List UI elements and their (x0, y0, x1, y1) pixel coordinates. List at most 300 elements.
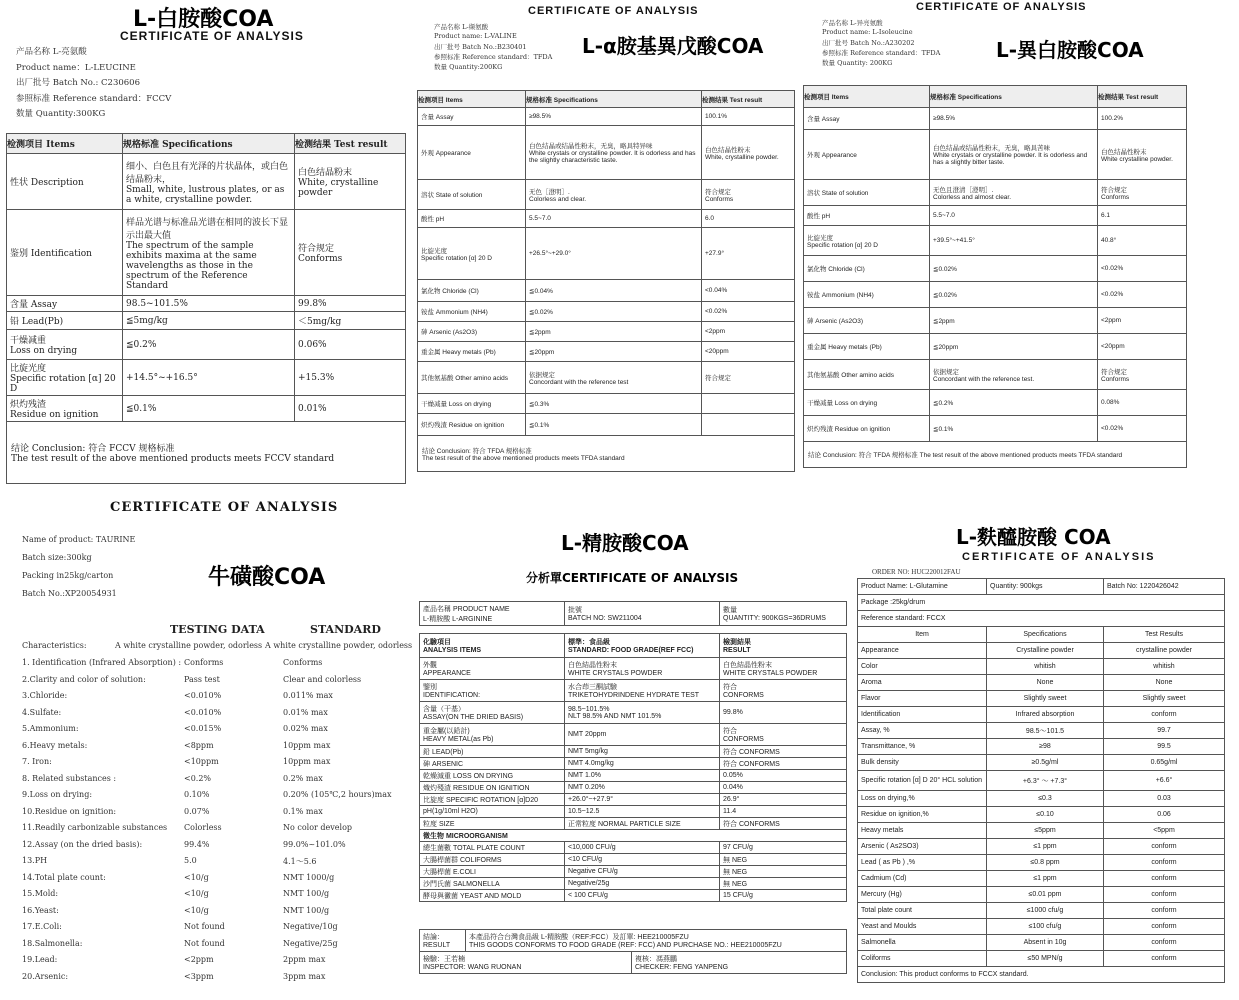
col-header-result: 檢測結果 RESULT (720, 634, 847, 658)
meta-line: Product name：L-LEUCINE (16, 62, 136, 73)
col-header-test-results: Test Results (1104, 627, 1225, 643)
table-row (858, 771, 1225, 791)
col-header-specifications: 规格标准 Specifications (123, 134, 295, 154)
cell-spec: NMT 20ppm (565, 724, 720, 746)
cell-spec: ≦20ppm (526, 342, 702, 362)
cell-item: pH(1g/10ml H2O) (420, 806, 565, 818)
cell-result: 符合 CONFORMS (720, 724, 847, 746)
table-row (420, 702, 847, 724)
cell-spec: ≦0.02% (930, 256, 1098, 282)
taurine-testing: <2ppm (184, 955, 214, 964)
cell-result: <20ppm (1098, 334, 1187, 360)
cell-result: 6.0 (702, 210, 795, 228)
taurine-testing: Colorless (184, 823, 222, 832)
table-row (418, 342, 795, 362)
cell-item: 外觀 APPEARANCE (420, 658, 565, 680)
table-header-row (858, 627, 1225, 643)
taurine-testing: 0.07% (184, 806, 210, 816)
cell-item: 重金属 Heavy metals (Pb) (804, 334, 930, 360)
col-header-items: 检测项目 Items (418, 91, 526, 108)
arginine-inspector: 檢驗：王若楠 INSPECTOR: WANG RUONAN (420, 952, 632, 974)
taurine-col-standard: STANDARD (310, 623, 381, 636)
table-row (804, 334, 1187, 360)
cell-result: 符合规定 Conforms (702, 180, 795, 210)
cell-result: Slightly sweet (1104, 691, 1225, 707)
table-row (858, 903, 1225, 919)
cell-spec: +26.0°~+27.9° (565, 794, 720, 806)
cell-result: 11.4 (720, 806, 847, 818)
taurine-standard: 0.011% max (283, 691, 333, 700)
cell-result: conform (1104, 935, 1225, 951)
table-row (418, 126, 795, 180)
taurine-standard: 0.2% max (283, 773, 323, 783)
table-row (420, 782, 847, 794)
taurine-testing: 0.10% (184, 790, 210, 799)
meta-line: 参照标准 Reference standard：FCCV (16, 93, 172, 104)
cell-item: Appearance (858, 643, 987, 659)
cell-result: 99.7 (1104, 723, 1225, 739)
cell-item: 熾灼殘渣 RESIDUE ON IGNITION (420, 782, 565, 794)
table-row (804, 226, 1187, 256)
cell-item: 砷 ARSENIC (420, 758, 565, 770)
arginine-micro-header: 微生物 MICROORGANISM (420, 830, 847, 842)
leucine-coa-label: L-白胺酸COA (133, 7, 274, 32)
cell-result: 0.04% (720, 782, 847, 794)
arginine-product-name: 產品名稱 PRODUCT NAME L-精胺酸 L-ARGININE (420, 602, 565, 626)
cell-spec: ≦2ppm (930, 308, 1098, 334)
cell-item: Coliforms (858, 951, 987, 967)
taurine-item: 13.PH (22, 856, 48, 865)
conclusion-row (418, 436, 795, 472)
cell-item: Loss on drying,% (858, 791, 987, 807)
taurine-item: 19.Lead: (22, 955, 58, 964)
cell-item: 酸性 pH (418, 210, 526, 228)
leucine-coa-panel (0, 0, 412, 500)
conclusion-row (7, 422, 406, 484)
table-row (858, 855, 1225, 871)
cell-spec: 样品光谱与标准品光谱在相同的波长下显示出最大值 The spectrum of the sample exhibits maxima at the same wavelengths as those in the spectrum of the Reference Standard (123, 210, 295, 296)
cell-result: 6.1 (1098, 206, 1187, 226)
meta-line: Name of product: TAURINE (22, 535, 136, 544)
taurine-standard: 99.0%~101.0% (283, 839, 346, 849)
cell-result: <0.02% (702, 302, 795, 322)
glutamine-reference-row (858, 611, 1225, 627)
taurine-characteristics-standard: A white crystalline powder, odorless (265, 641, 412, 650)
taurine-item: 18.Salmonella: (22, 938, 83, 948)
taurine-item: 3.Chloride: (22, 691, 68, 700)
taurine-standard: Clear and colorless (283, 674, 362, 684)
cell-item: 炽灼残渣 Residue on ignition (7, 396, 123, 422)
cell-spec: 98.5～101.5 (987, 723, 1104, 739)
meta-line: 产品名称 L-缬氨酸 (434, 23, 489, 31)
cell-result: +27.9° (702, 228, 795, 280)
cell-spec: ≤1000 cfu/g (987, 903, 1104, 919)
cell-item: 鑒別 IDENTIFICATION: (420, 680, 565, 702)
col-header-specifications: 规格标准 Specifications (526, 91, 702, 108)
cell-item: 干燥减重 Loss on drying (7, 330, 123, 360)
cell-item: 粒度 SIZE (420, 818, 565, 830)
arginine-result-label: 結論： RESULT (420, 930, 466, 952)
cell-item: 鉛 LEAD(Pb) (420, 746, 565, 758)
table-row (858, 755, 1225, 771)
arginine-coa-heading: 分析單CERTIFICATE OF ANALYSIS (526, 571, 739, 585)
cell-result: 符合规定 Conforms (295, 210, 406, 296)
cell-item: 外观 Appearance (804, 130, 930, 180)
taurine-testing: 5.0 (184, 856, 197, 865)
cell-item: 總生菌數 TOTAL PLATE COUNT (420, 842, 565, 854)
cell-spec: 98.5~101.5% NLT 98.5% AND NMT 101.5% (565, 702, 720, 724)
table-row (858, 871, 1225, 887)
signature-row (420, 952, 847, 974)
meta-line: 参照标准 Reference standard：TFDA (822, 49, 941, 57)
table-row (418, 280, 795, 302)
cell-result: <0.02% (1098, 256, 1187, 282)
table-header-row (420, 634, 847, 658)
cell-spec: ≤0.01 ppm (987, 887, 1104, 903)
cell-spec: 无色且澄清［澄明］. Colorless and almost clear. (930, 180, 1098, 206)
taurine-item: 17.E.Coli: (22, 922, 62, 931)
cell-item: 大腸桿菌群 COLIFORMS (420, 854, 565, 866)
glutamine-coa-panel (852, 500, 1239, 1000)
cell-result: <20ppm (702, 342, 795, 362)
table-row (420, 658, 847, 680)
cell-spec: ≦0.02% (526, 302, 702, 322)
cell-spec: <10,000 CFU/g (565, 842, 720, 854)
cell-item: Assay, % (858, 723, 987, 739)
cell-spec: 依据规定 Concordant with the reference test. (930, 360, 1098, 390)
cell-spec: ≦0.3% (526, 394, 702, 414)
cell-item: Total plate count (858, 903, 987, 919)
cell-spec: +39.5°~+41.5° (930, 226, 1098, 256)
cell-item: 比旋度 SPECIFIC ROTATION [α]D20 (420, 794, 565, 806)
table-row (804, 180, 1187, 206)
cell-spec: Crystalline powder (987, 643, 1104, 659)
taurine-item: 2.Clarity and color of solution: (22, 674, 146, 684)
table-row (418, 210, 795, 228)
cell-item: Color (858, 659, 987, 675)
cell-result (702, 394, 795, 414)
cell-item: Heavy metals (858, 823, 987, 839)
cell-spec: 依据规定 Concordant with the reference test (526, 362, 702, 394)
cell-result: whitish (1104, 659, 1225, 675)
cell-spec: ≤1 ppm (987, 871, 1104, 887)
cell-spec: Negative/25g (565, 878, 720, 890)
taurine-item: 4.Sulfate: (22, 707, 62, 717)
cell-spec: ≥0.5g/ml (987, 755, 1104, 771)
meta-line: Product name: L-VALINE (434, 32, 517, 40)
cell-spec: < 100 CFU/g (565, 890, 720, 902)
table-row (858, 807, 1225, 823)
cell-result: 99.5 (1104, 739, 1225, 755)
cell-result: 99.8% (720, 702, 847, 724)
glutamine-package: Package :25kg/drum (858, 595, 1225, 611)
taurine-col-testing: TESTING DATA (170, 623, 265, 636)
taurine-coa-heading: CERTIFICATE OF ANALYSIS (110, 500, 339, 515)
cell-result: 0.65g/ml (1104, 755, 1225, 771)
cell-result: 40.8° (1098, 226, 1187, 256)
cell-result: 97 CFU/g (720, 842, 847, 854)
cell-result: 15 CFU/g (720, 890, 847, 902)
table-row (420, 758, 847, 770)
cell-spec: whitish (987, 659, 1104, 675)
cell-item: 其他氨基酸 Other amino acids (418, 362, 526, 394)
valine-coa-panel (414, 0, 798, 500)
table-row (418, 394, 795, 414)
leucine-conclusion: 结论 Conclusion: 符合 FCCV 规格标准 The test result of the above mentioned products meets FCCV standard (7, 422, 406, 484)
cell-spec: +14.5°~+16.5° (123, 360, 295, 396)
meta-line: 参照标准 Reference standard：TFDA (434, 53, 553, 61)
taurine-standard: 10ppm max (283, 740, 331, 750)
cell-result: +15.3% (295, 360, 406, 396)
result-row (420, 930, 847, 952)
cell-item: Transmittance, % (858, 739, 987, 755)
cell-result: conform (1104, 951, 1225, 967)
table-row (420, 866, 847, 878)
cell-item: 沙門氏菌 SALMONELLA (420, 878, 565, 890)
cell-result: 符合 CONFORMS (720, 818, 847, 830)
cell-result: 白色結晶性粉末 WHITE CRYSTALS POWDER (720, 658, 847, 680)
cell-spec: ≤0.10 (987, 807, 1104, 823)
table-row (858, 675, 1225, 691)
taurine-item: 16.Yeast: (22, 905, 59, 915)
taurine-coa-label: 牛磺酸COA (208, 565, 326, 590)
cell-result: 白色结晶粉末 White, crystalline powder (295, 154, 406, 210)
taurine-item: 9.Loss on drying: (22, 790, 93, 799)
meta-line: Product name: L-Isoleucine (822, 28, 913, 36)
taurine-standard: Conforms (283, 658, 323, 667)
cell-spec: ≦0.1% (123, 396, 295, 422)
cell-spec: 5.5~7.0 (526, 210, 702, 228)
valine-conclusion: 结论 Conclusion: 符合 TFDA 规格标准 The test result of the above mentioned products meets TFDA standard (418, 436, 795, 472)
table-row (858, 935, 1225, 951)
table-row (7, 396, 406, 422)
table-row (858, 951, 1225, 967)
glutamine-table (857, 578, 1225, 983)
cell-result: 0.05% (720, 770, 847, 782)
taurine-standard: Negative/25g (283, 938, 338, 948)
cell-spec: ≦0.2% (930, 390, 1098, 416)
cell-spec: Slightly sweet (987, 691, 1104, 707)
isoleucine-coa-panel (800, 0, 1190, 500)
cell-item: 干燥减量 Loss on drying (418, 394, 526, 414)
cell-result: <0.02% (1098, 282, 1187, 308)
cell-spec: NMT 0.20% (565, 782, 720, 794)
arginine-checker: 複核：馮燕鵬 CHECKER: FENG YANPENG (632, 952, 847, 974)
cell-result: <5ppm (1104, 823, 1225, 839)
table-row (804, 390, 1187, 416)
glutamine-coa-label: L-麩醯胺酸 COA (956, 525, 1111, 549)
conclusion-row (804, 442, 1187, 468)
taurine-standard: 0.02% max (283, 724, 328, 733)
table-row (418, 322, 795, 342)
cell-item: Residue on ignition,% (858, 807, 987, 823)
taurine-standard: 0.01% max (283, 707, 328, 717)
cell-result: 符合 CONFORMS (720, 746, 847, 758)
cell-item: 铅 Lead(Pb) (7, 312, 123, 330)
taurine-item: 7. Iron: (22, 757, 52, 766)
cell-result: <0.04% (702, 280, 795, 302)
cell-result: 100.1% (702, 108, 795, 126)
cell-item: 砷 Arsenic (As2O3) (418, 322, 526, 342)
cell-spec: 正常粒度 NORMAL PARTICLE SIZE (565, 818, 720, 830)
cell-spec: ≦5mg/kg (123, 312, 295, 330)
cell-result: 無 NEG (720, 866, 847, 878)
glutamine-reference: Reference standard: FCCX (858, 611, 1225, 627)
table-row (858, 707, 1225, 723)
cell-item: Identification (858, 707, 987, 723)
cell-item: 溶状 State of solution (418, 180, 526, 210)
table-row (420, 680, 847, 702)
valine-table (417, 90, 795, 472)
table-row (804, 282, 1187, 308)
table-row (420, 746, 847, 758)
taurine-standard: 10ppm max (283, 757, 331, 766)
cell-result: conform (1104, 707, 1225, 723)
col-header-items: 检测项目 Items (804, 86, 930, 108)
cell-result: 26.9° (720, 794, 847, 806)
table-row (420, 806, 847, 818)
cell-spec: 白色结晶或结晶性粉末，无臭，略具特异味 White crystals or crystalline powder. It is odorless and has the slightly characteristic taste. (526, 126, 702, 180)
table-row (858, 887, 1225, 903)
table-row (418, 362, 795, 394)
cell-item: Specific rotation [α] D 20° HCL solution (858, 771, 987, 791)
isoleucine-conclusion: 结论 Conclusion: 符合 TFDA 规格标准 The test result of the above mentioned products meets TFDA standard (804, 442, 1187, 468)
leucine-coa-heading: CERTIFICATE OF ANALYSIS (120, 29, 304, 43)
table-row (804, 108, 1187, 130)
table-row (420, 854, 847, 866)
cell-spec: ≦0.2% (123, 330, 295, 360)
cell-spec: 无色［澄明］. Colorless and clear. (526, 180, 702, 210)
glutamine-product-name: Product Name: L-Glutamine (858, 579, 987, 595)
meta-line: Packing in25kg/carton (22, 571, 114, 580)
cell-spec: 10.5~12.5 (565, 806, 720, 818)
cell-item: Yeast and Moulds (858, 919, 987, 935)
table-row (418, 414, 795, 436)
cell-item: 比旋光度 Specific rotation [α] 20 D (804, 226, 930, 256)
glutamine-order-no: ORDER NO: HUC220012FAU (872, 568, 961, 576)
table-row (420, 724, 847, 746)
cell-result: 0.01% (295, 396, 406, 422)
col-header-specifications: Specifications (987, 627, 1104, 643)
cell-item: Aroma (858, 675, 987, 691)
taurine-item: 14.Total plate count: (22, 872, 106, 882)
cell-item: 含量 Assay (418, 108, 526, 126)
cell-item: 含量 Assay (804, 108, 930, 130)
table-row (804, 360, 1187, 390)
glutamine-coa-heading: CERTIFICATE OF ANALYSIS (962, 551, 1156, 563)
taurine-item: 10.Residue on ignition: (22, 806, 117, 816)
table-row (420, 842, 847, 854)
meta-line: 出厂批号 Batch No.:B230401 (434, 43, 527, 51)
cell-spec: NMT 4.0mg/kg (565, 758, 720, 770)
arginine-coa-label: L-精胺酸COA (561, 531, 689, 555)
valine-coa-label: L-α胺基異戊酸COA (582, 34, 764, 58)
cell-item: Mercury (Hg) (858, 887, 987, 903)
cell-spec: 白色结晶或结晶性粉末，无臭，略具苦味 White crystals or crystalline powder. It is odorless and has a slightly bitter taste. (930, 130, 1098, 180)
cell-result: <2ppm (702, 322, 795, 342)
cell-result: ＜5mg/kg (295, 312, 406, 330)
cell-spec: +6.3° ～ +7.3° (987, 771, 1104, 791)
cell-item: 氯化物 Chloride (Cl) (418, 280, 526, 302)
table-row (418, 180, 795, 210)
table-row (858, 739, 1225, 755)
taurine-characteristics-label: Characteristics: (22, 641, 87, 650)
table-row (858, 643, 1225, 659)
table-row (7, 312, 406, 330)
taurine-item: 12.Assay (on the dried basis): (22, 839, 143, 849)
taurine-testing: <10/g (184, 872, 209, 882)
cell-result: 符合规定 Conforms (1098, 360, 1187, 390)
taurine-characteristics-testing: A white crystalline powder, odorless (115, 641, 263, 650)
arginine-result-text: 本產品符合台灣食品級 L-精胺酸（REF:FCC）及訂單: HEE210005FZU THIS GOODS CONFORMS TO FOOD GRADE (REF: FCC) AND PURCHASE NO.: HEE210005FZU (466, 930, 847, 952)
cell-item: Salmonella (858, 935, 987, 951)
cell-spec: +26.5°~+29.0° (526, 228, 702, 280)
table-row (858, 691, 1225, 707)
glutamine-batch-no: Batch No: 1220426042 (1104, 579, 1225, 595)
conclusion-row (858, 967, 1225, 983)
taurine-testing: Conforms (184, 658, 224, 667)
cell-result: conform (1104, 855, 1225, 871)
meta-line: 出厂批号 Batch No.:A230202 (822, 39, 915, 47)
table-row (804, 256, 1187, 282)
cell-result: 無 NEG (720, 854, 847, 866)
cell-item: 含量（干基） ASSAY(ON THE DRIED BASIS) (420, 702, 565, 724)
micro-header-row (420, 830, 847, 842)
glutamine-package-row (858, 595, 1225, 611)
arginine-coa-panel (414, 500, 850, 1000)
cell-item: 鉴别 Identification (7, 210, 123, 296)
meta-line: Batch No.:XP20054931 (22, 589, 117, 598)
cell-result: conform (1104, 871, 1225, 887)
table-header-row (7, 134, 406, 154)
cell-item: 砷 Arsenic (As2O3) (804, 308, 930, 334)
cell-spec: ≥98.5% (930, 108, 1098, 130)
taurine-standard: 2ppm max (283, 955, 326, 964)
cell-result: 0.03 (1104, 791, 1225, 807)
valine-coa-heading: CERTIFICATE OF ANALYSIS (528, 5, 699, 17)
taurine-testing: <8ppm (184, 740, 214, 750)
table-row (420, 794, 847, 806)
table-row (7, 330, 406, 360)
cell-item: 比旋光度 Specific rotation [α] 20 D (418, 228, 526, 280)
taurine-standard: 0.1% max (283, 806, 323, 816)
cell-item: Cadmium (Cd) (858, 871, 987, 887)
col-header-test-result: 检测结果 Test result (1098, 86, 1187, 108)
cell-item: 氯化物 Chloride (Cl) (804, 256, 930, 282)
col-header-analysis-items: 化驗項目 ANALYSIS ITEMS (420, 634, 565, 658)
cell-spec: None (987, 675, 1104, 691)
cell-result: conform (1104, 839, 1225, 855)
taurine-testing: <0.010% (184, 691, 222, 700)
table-row (7, 210, 406, 296)
table-row (804, 416, 1187, 442)
table-row (804, 308, 1187, 334)
taurine-testing: <10ppm (184, 757, 219, 766)
taurine-standard: NMT 100/g (283, 905, 330, 915)
taurine-testing: Pass test (184, 674, 220, 684)
cell-result: 符合规定 (702, 362, 795, 394)
taurine-testing: <10/g (184, 905, 209, 915)
cell-spec: ≦0.1% (930, 416, 1098, 442)
col-header-test-result: 检测结果 Test result (702, 91, 795, 108)
arginine-result-table (419, 929, 847, 974)
cell-result: 符合 CONFORMS (720, 758, 847, 770)
table-row (804, 130, 1187, 180)
col-header-items: 检测项目 Items (7, 134, 123, 154)
taurine-testing: <10/g (184, 889, 209, 898)
cell-spec: ≤100 cfu/g (987, 919, 1104, 935)
cell-spec: ≤0.3 (987, 791, 1104, 807)
